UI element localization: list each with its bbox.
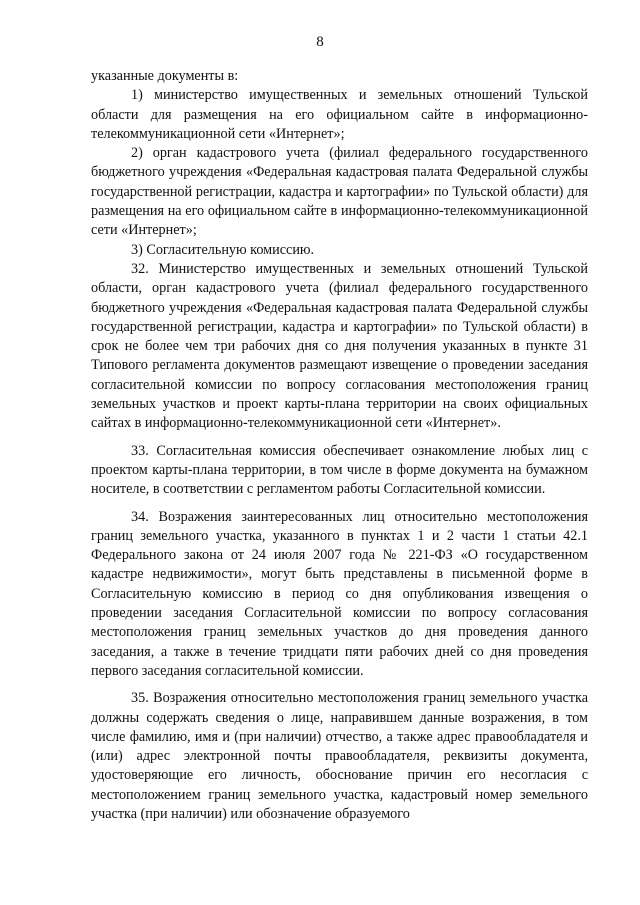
paragraph-item-1: 1) министерство имущественных и земельных отношений Тульской области для размещения на его официальном сайте в информационно-телекоммуникационной сети «Интернет»; bbox=[91, 87, 588, 142]
paragraph-item-3: 3) Согласительную комиссию. bbox=[131, 241, 315, 258]
paragraph-32: 32. Министерство имущественных и земельных отношений Тульской области, орган кадастрового учета (филиал федерального государственного бюджетного учреждения «Федеральная кадастровая палата Федеральной службы государственной регистрации, кадастра и картографии» по Тульской области) в срок не более чем три рабочих дня со дня получения указанных в пункте 31 Типового регламента документов размещают извещение о проведении заседания согласительной комиссии по вопросу согласования местоположения границ земельных участков и проект карты-плана территории на своих официальных сайтах в информационно-телекоммуникационной сети «Интернет». bbox=[91, 260, 588, 432]
paragraph-34: 34. Возражения заинтересованных лиц относительно местоположения границ земельного участка, указанного в пунктах 1 и 2 части 1 статьи 42.1 Федерального закона от 24 июля 2007 года № 221-ФЗ «О государственном кадастре недвижимости», могут быть представлены в письменной форме в Согласительную комиссию в период со дня опубликования извещения о проведении заседания Согласительной комиссии по вопросу согласования местоположения границ земельных участков до дня проведения данного заседания, а также в течение тридцати пяти рабочих дней со дня проведения первого заседания согласительной комиссии. bbox=[91, 508, 588, 679]
page-number: 8 bbox=[316, 34, 324, 50]
paragraph-intro: указанные документы в: bbox=[91, 68, 239, 84]
document-body bbox=[91, 67, 588, 824]
paragraph-35: 35. Возражения относительно местоположения границ земельного участка должны содержать сведения о лице, направившем данные возражения, в том числе фамилию, имя и (при наличии) отчество, а также адрес правообладателя и (или) адрес электронной почты правообладателя, реквизиты документа, удостоверяющие его личность, обоснование причин его несогласия с местоположением границ земельного участка, кадастровый номер земельного участка (при наличии) или обозначение образуемого bbox=[91, 690, 588, 822]
paragraph-33: 33. Согласительная комиссия обеспечивает ознакомление любых лиц с проектом карты-плана территории, в том числе в форме документа на бумажном носителе, в соответствии с регламентом работы Согласительной комиссии. bbox=[91, 442, 588, 498]
paragraph-item-2: 2) орган кадастрового учета (филиал федерального государственного бюджетного учреждения «Федеральная кадастровая палата Федеральной службы государственной регистрации, кадастра и картографии» по Тульской области) для размещения на его официальном сайте в информационно-телекоммуникационной сети «Интернет»; bbox=[91, 145, 588, 239]
